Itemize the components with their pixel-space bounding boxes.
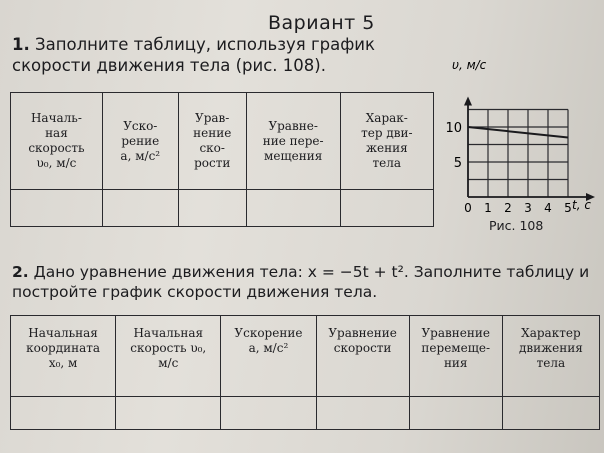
y-axis-arrow: [464, 97, 472, 106]
y-tick-label: 5: [453, 156, 462, 171]
graph-grid: [468, 110, 568, 198]
task-2-header-row: [11, 316, 600, 397]
velocity-graph: [438, 55, 604, 235]
velocity-line: [468, 127, 568, 138]
x-tick-label: 0: [464, 201, 472, 215]
task-1-number: 1.: [12, 35, 30, 54]
task-1-header-row: [11, 93, 434, 190]
answer-cell[interactable]: [221, 397, 316, 430]
answer-cell[interactable]: [11, 397, 116, 430]
answer-cell[interactable]: [246, 190, 340, 227]
graph-axes: [464, 97, 595, 202]
header-velocity-equation: Уравнение скорости: [316, 316, 409, 397]
figure-caption: Рис. 108: [489, 218, 544, 233]
x-axis-label: t, с: [572, 198, 591, 212]
y-tick-label: 10: [445, 121, 462, 136]
x-tick-label: 5: [564, 201, 572, 215]
task-1-answer-row: [11, 190, 434, 227]
answer-cell[interactable]: [502, 397, 599, 430]
task-2-number: 2.: [12, 263, 29, 281]
x-tick-label: 2: [504, 201, 512, 215]
header-velocity-equation: Урав- нение ско- рости: [178, 93, 246, 190]
answer-cell[interactable]: [178, 190, 246, 227]
task-1-table: [10, 92, 434, 227]
answer-cell[interactable]: [316, 397, 409, 430]
header-initial-velocity: Началь- ная скорость υ₀, м/с: [11, 93, 103, 190]
task-1-statement: [12, 34, 432, 76]
x-tick-label: 1: [484, 201, 492, 215]
header-displacement-equation: Уравнение перемеще- ния: [409, 316, 502, 397]
task-2-text: Дано уравнение движения тела: x = −5t + t². Заполните таблицу и постройте график скорости движения тела.: [12, 263, 590, 301]
answer-cell[interactable]: [409, 397, 502, 430]
variant-title: Вариант 5: [268, 12, 375, 34]
header-acceleration: Ускорение a, м/с²: [221, 316, 316, 397]
task-2-answer-row: [11, 397, 600, 430]
header-initial-velocity: Начальная скорость υ₀, м/с: [116, 316, 221, 397]
header-motion-type: Характер движения тела: [502, 316, 599, 397]
x-tick-label: 4: [544, 201, 552, 215]
header-motion-type: Харак- тер дви- жения тела: [340, 93, 433, 190]
header-initial-coordinate: Начальная координата x₀, м: [11, 316, 116, 397]
header-displacement-equation: Уравне- ние пере- мещения: [246, 93, 340, 190]
task-1-text: Заполните таблицу, используя график скорости движения тела (рис. 108).: [12, 35, 375, 75]
answer-cell[interactable]: [102, 190, 178, 227]
answer-cell[interactable]: [116, 397, 221, 430]
task-2-table: [10, 315, 600, 430]
x-tick-label: 3: [524, 201, 532, 215]
header-acceleration: Уско- рение a, м/с²: [102, 93, 178, 190]
task-2-statement: [12, 262, 602, 302]
answer-cell[interactable]: [340, 190, 433, 227]
answer-cell[interactable]: [11, 190, 103, 227]
y-axis-label: υ, м/с: [452, 58, 487, 72]
